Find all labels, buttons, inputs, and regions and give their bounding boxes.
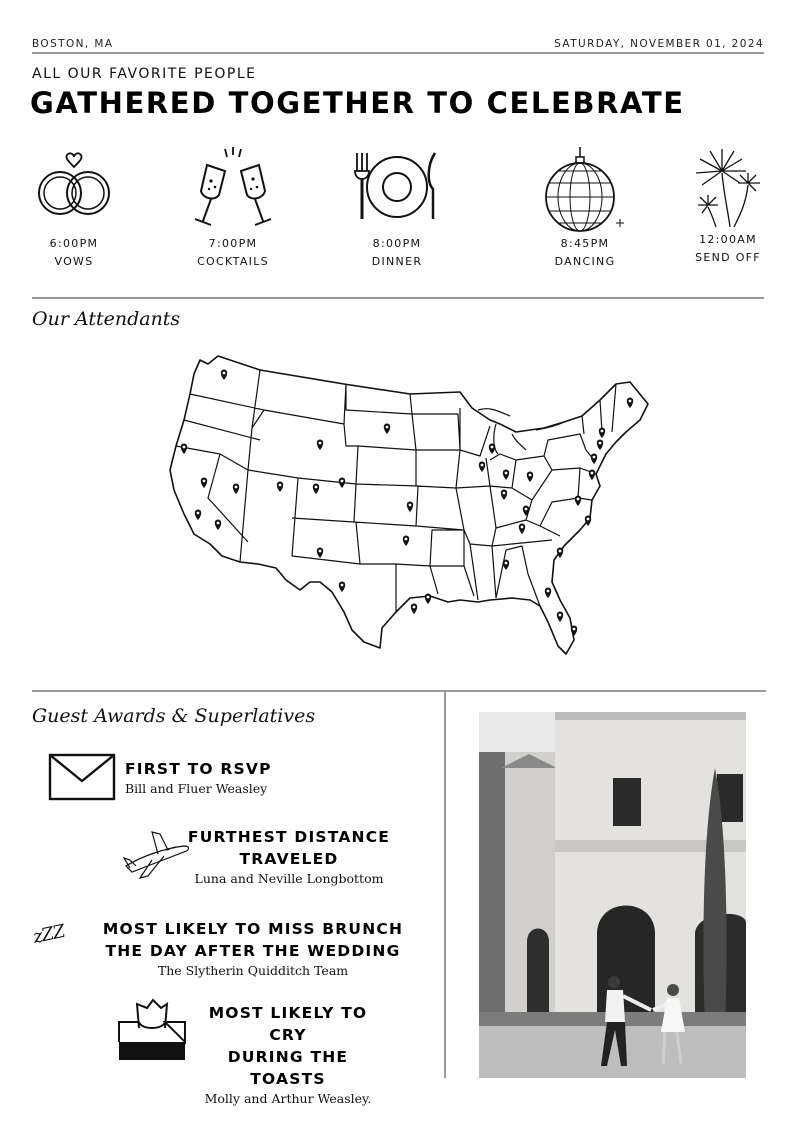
map-pin-dot (593, 456, 596, 459)
divider (32, 297, 764, 299)
map-pin (571, 626, 577, 637)
map-pin (215, 520, 221, 531)
award-title: FURTHEST DISTANCE (187, 828, 391, 846)
event-vows (4, 145, 144, 268)
award-title: DURING THE TOASTS (227, 1048, 349, 1088)
map-pin (233, 484, 239, 495)
award-winner: Luna and Neville Longbottom (194, 871, 384, 886)
map-pin (317, 440, 323, 451)
map-pin-dot (521, 526, 524, 529)
map-pin (519, 524, 525, 535)
couple-photo (479, 712, 746, 1078)
state-lines (176, 370, 616, 612)
event-send-off (658, 145, 794, 264)
event-time: 8:00PM (372, 237, 422, 250)
map-pin (411, 604, 417, 615)
map-pin (479, 462, 485, 473)
map-pin (403, 536, 409, 547)
map-pin-dot (386, 426, 389, 429)
map-pin-dot (279, 484, 282, 487)
tissue-box-icon (117, 998, 187, 1062)
map-pin-dot (587, 518, 590, 521)
map-pin (503, 560, 509, 571)
award-title: TRAVELED (239, 850, 339, 868)
award-winner: Bill and Fluer Weasley (125, 781, 268, 796)
kicker: ALL OUR FAVORITE PEOPLE (32, 66, 257, 82)
map-pin (557, 612, 563, 623)
map-pin-dot (577, 498, 580, 501)
airplane-icon (122, 826, 192, 882)
event-time: 6:00PM (49, 237, 99, 250)
event-dinner (327, 145, 467, 268)
map-pin (181, 444, 187, 455)
top-bar (32, 36, 764, 54)
map-pin-dot (573, 628, 576, 631)
map-pins (181, 370, 633, 637)
map-pin (317, 548, 323, 559)
award-first-rsvp (125, 758, 272, 798)
map-pin-dot (601, 430, 604, 433)
map-pin (589, 470, 595, 481)
plate-icon (347, 145, 447, 225)
map-pin-dot (591, 472, 594, 475)
map-pin-dot (599, 442, 602, 445)
award-title: MOST LIKELY TO MISS BRUNCH (102, 920, 404, 938)
champagne-icon (185, 145, 281, 231)
map-pin-dot (405, 538, 408, 541)
date-text: SATURDAY, NOVEMBER 01, 2024 (554, 38, 764, 50)
map-pin (195, 510, 201, 521)
map-pin-dot (505, 472, 508, 475)
page-title: GATHERED TOGETHER TO CELEBRATE (30, 86, 685, 120)
map-pin-dot (427, 596, 430, 599)
map-pin (503, 470, 509, 481)
award-title: THE DAY AFTER THE WEDDING (105, 942, 401, 960)
rings-icon (28, 145, 120, 217)
us-map (160, 350, 660, 660)
event-cocktails (163, 145, 303, 268)
map-pin (339, 582, 345, 593)
map-pin-dot (197, 512, 200, 515)
sleep-icon: zZZ (31, 920, 67, 949)
map-pin-dot (341, 480, 344, 483)
map-pin (407, 502, 413, 513)
map-pin (501, 490, 507, 501)
map-pin-dot (505, 562, 508, 565)
event-time: 7:00PM (208, 237, 258, 250)
divider (32, 690, 766, 692)
award-cry-toasts (190, 1002, 386, 1108)
map-pin (384, 424, 390, 435)
event-dancing (515, 145, 655, 268)
map-pin (201, 478, 207, 489)
map-pin-dot (503, 492, 506, 495)
map-pin-dot (315, 486, 318, 489)
map-pin-dot (491, 446, 494, 449)
map-pin-dot (235, 486, 238, 489)
map-pin-dot (217, 522, 220, 525)
map-pin (545, 588, 551, 599)
envelope-icon (48, 753, 116, 801)
map-pin-dot (409, 504, 412, 507)
map-pin (221, 370, 227, 381)
map-pin-dot (319, 550, 322, 553)
map-pin (575, 496, 581, 507)
event-label: DANCING (554, 255, 616, 268)
map-pin-dot (559, 550, 562, 553)
map-pin-dot (319, 442, 322, 445)
map-pin-dot (341, 584, 344, 587)
event-time: 8:45PM (560, 237, 610, 250)
award-winner: Molly and Arthur Weasley. (204, 1091, 372, 1106)
map-pin (489, 444, 495, 455)
event-label: SEND OFF (695, 251, 761, 264)
map-pin (585, 516, 591, 527)
award-title: MOST LIKELY TO CRY (208, 1004, 368, 1044)
map-pin-dot (223, 372, 226, 375)
award-winner: The Slytherin Quidditch Team (157, 963, 349, 978)
map-pin-dot (481, 464, 484, 467)
award-title: FIRST TO RSVP (125, 760, 272, 778)
event-label: COCKTAILS (197, 255, 269, 268)
map-pin (313, 484, 319, 495)
map-pin (627, 398, 633, 409)
award-furthest-distance (186, 826, 392, 888)
map-pin-dot (559, 614, 562, 617)
location-text: BOSTON, MA (32, 38, 114, 50)
map-pin-dot (547, 590, 550, 593)
event-timeline (0, 145, 794, 275)
map-pin-dot (183, 446, 186, 449)
map-pin-dot (203, 480, 206, 483)
map-pin (597, 440, 603, 451)
map-pin-dot (525, 508, 528, 511)
award-miss-brunch (98, 918, 408, 980)
event-label: VOWS (54, 255, 94, 268)
event-time: 12:00AM (699, 233, 757, 246)
map-pin-dot (529, 474, 532, 477)
awards-title: Guest Awards & Superlatives (32, 705, 316, 727)
event-label: DINNER (371, 255, 423, 268)
map-pin-dot (629, 400, 632, 403)
fireworks-icon (688, 145, 768, 229)
map-pin-dot (413, 606, 416, 609)
disco-ball-icon (540, 145, 630, 233)
map-pin (599, 428, 605, 439)
map-pin (527, 472, 533, 483)
map-pin (557, 548, 563, 559)
attendants-title: Our Attendants (32, 308, 181, 330)
map-pin (339, 478, 345, 489)
map-pin (591, 454, 597, 465)
map-pin (277, 482, 283, 493)
column-divider (444, 691, 446, 1078)
map-pin (425, 594, 431, 605)
